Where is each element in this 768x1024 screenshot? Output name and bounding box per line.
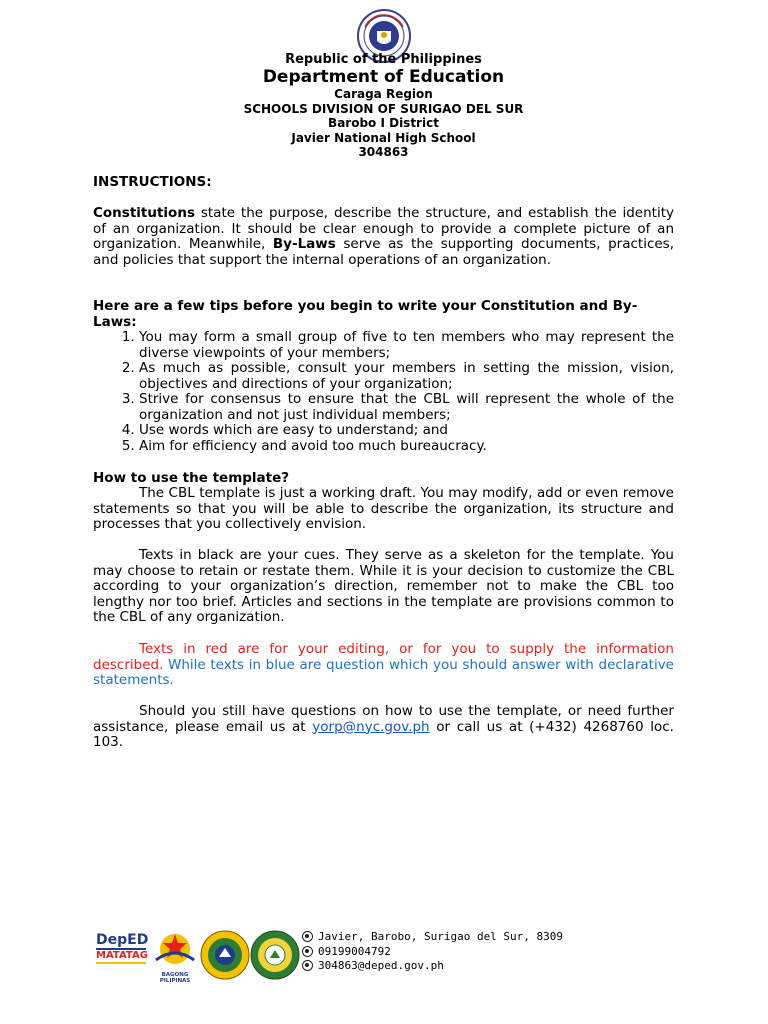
footer-phone [302, 945, 391, 958]
deped-matatag-logo [96, 932, 149, 976]
howto-heading: How to use the template? [93, 470, 290, 486]
contact-text-2: or call us at (+432) 4268760 loc. 103. [93, 718, 674, 750]
footer-address [302, 930, 563, 943]
intro-text-2: serve as the supporting documents, practices, and policies that support the internal operations of an organization. [93, 236, 674, 268]
location-icon [302, 931, 313, 942]
footer-email [302, 959, 444, 972]
school-seal-icon [250, 930, 300, 980]
header-republic: Republic of the Philippines [285, 52, 482, 67]
tip-item: 1. You may form a small group of five to ten members who may represent the diverse viewpoints of your members; [139, 330, 674, 361]
color-legend-paragraph [93, 642, 674, 689]
footer-email-text: 304863@deped.gov.ph [318, 959, 444, 972]
contact-paragraph [93, 704, 674, 751]
email-link[interactable]: yorp@nyc.gov.ph [312, 718, 430, 735]
header-block [93, 87, 674, 160]
header-school: Javier National High School [291, 130, 476, 145]
contact-text-1: Should you still have questions on how to use the template, or need further assistance, please email us at [93, 703, 674, 735]
tip-item: 3. Strive for consensus to ensure that the CBL will represent the whole of the organization and not just individual members; [139, 392, 674, 423]
tip-item: 2. As much as possible, consult your members in setting the mission, vision, objectives and directions of your organization; [139, 361, 674, 392]
bagong-pilipinas-emblem-icon [150, 930, 200, 968]
tip-item: 4. Use words which are easy to understand; and [139, 423, 674, 439]
tips-heading: Here are a few tips before you begin to write your Constitution and By-Laws: [93, 298, 638, 330]
header-region: Caraga Region [334, 87, 433, 101]
term-constitutions: Constitutions [93, 205, 195, 221]
blue-text-note: While texts in blue are question which you should answer with declarative statements. [93, 656, 674, 688]
red-text-note: Texts in red are for your editing, or for you to supply the information described. [93, 641, 674, 673]
phone-icon [302, 946, 313, 957]
header-school-id: 304863 [358, 145, 409, 159]
intro-paragraph [93, 206, 674, 268]
header-department: Department of Education [262, 67, 505, 87]
howto-paragraph-1: The CBL template is just a working draft. You may modify, add or even remove statements so that you will be able to describe the organization, its structure and processes that you collectively envision. [93, 485, 674, 532]
tip-item: 5. Aim for efficiency and avoid too much bureaucracy. [139, 439, 674, 455]
deped-logo-text: DepED [96, 932, 149, 948]
email-icon [302, 960, 313, 971]
phone-text: 09199004792 [318, 945, 391, 958]
header-district: Barobo I District [328, 116, 439, 130]
address-text: Javier, Barobo, Surigao del Sur, 8309 [318, 930, 564, 943]
bagong-pilipinas-logo [150, 930, 200, 984]
tips-list [93, 330, 674, 454]
header-division: SCHOOLS DIVISION OF SURIGAO DEL SUR [243, 101, 524, 116]
matatag-logo-text: MATATAG [96, 948, 146, 964]
tips-list-wrap [93, 330, 674, 454]
division-seal-icon [200, 930, 250, 980]
howto-paragraph-2: Texts in black are your cues. They serve as a skeleton for the template. You may choose to retain or restate them. While it is your decision to customize the CBL according to your organization’s direction, remember not to make the CBL too lengthy nor too brief. Articles and sections in the template are provisions common to the CBL of any organization. [93, 547, 674, 625]
intro-text-1: state the purpose, describe the structure, and establish the identity of an organization. It should be clear enough to provide a complete picture of an organization. Meanwhile, [93, 205, 674, 252]
instructions-heading: INSTRUCTIONS: [93, 174, 212, 190]
term-bylaws: By-Laws [272, 236, 336, 252]
bagong-pilipinas-caption: BAGONG PILIPINAS [159, 972, 191, 984]
